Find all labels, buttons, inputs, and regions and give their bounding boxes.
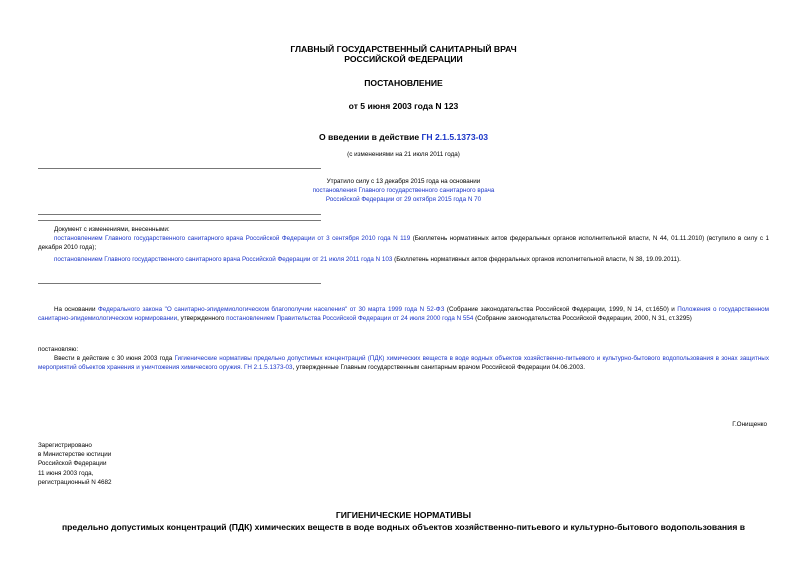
- amendment-1-link[interactable]: постановлением Главного государственного санитарного врача Российской Федерации от 3 сентября 2010 года N 119: [54, 235, 411, 242]
- decree-text-2: , утвержденные Главным государственным санитарным врачом Российской Федерации 04.06.2003.: [292, 363, 586, 371]
- expired-link-line-1[interactable]: постановления Главного государственного санитарного врача: [312, 187, 495, 194]
- amendment-1-text: (Бюллетень нормативных актов федеральных органов исполнительной власти, N 44, 01.11.2010) (вступило в силу с 1 декабря 2010 года);: [38, 235, 769, 251]
- government-decree-link[interactable]: постановлением Правительства Российской Федерации от 24 июля 2000 года N 554: [226, 314, 474, 322]
- divider-3: [38, 220, 321, 221]
- title-prefix: О введении в действие: [318, 132, 422, 142]
- expired-link-line-2[interactable]: Российской Федерации от 29 октября 2015 года N 70: [325, 196, 482, 203]
- signature: Г.Онищенко: [732, 421, 767, 428]
- document-title: [0, 132, 807, 142]
- decree-text-1: Ввести в действие с 30 июня 2003 года: [54, 355, 175, 362]
- registration-line-2: в Министерстве юстиции: [38, 451, 112, 459]
- divider-4: [38, 283, 321, 284]
- changes-note: (с изменениями на 21 июля 2011 года): [347, 151, 460, 158]
- registration-line-4: 11 июня 2003 года,: [38, 469, 94, 477]
- norms-heading: ГИГИЕНИЧЕСКИЕ НОРМАТИВЫ: [335, 510, 472, 520]
- norms-subheading: предельно допустимых концентраций (ПДК) химических веществ в воде водных объектов хозяйственно-питьевого и культурно-бытового водопользования в: [61, 522, 746, 532]
- divider-2: [38, 214, 321, 215]
- divider-1: [38, 168, 321, 169]
- regulation-link[interactable]: Положения о государственном санитарно-эпидемиологическом нормировании: [38, 306, 769, 322]
- amendment-item-2: [38, 256, 769, 265]
- document-date: от 5 июня 2003 года N 123: [348, 101, 459, 111]
- decree-paragraph: [38, 355, 769, 372]
- amendment-2-text: (Бюллетень нормативных актов федеральных органов исполнительной власти, N 38, 19.09.2011).: [392, 256, 681, 263]
- registration-block: [38, 441, 112, 487]
- title-standard-link[interactable]: ГН 2.1.5.1373-03: [421, 132, 489, 142]
- basis-text-2: (Собрание законодательства Российской Федерации, 1999, N 14, ст.1650) и: [444, 306, 678, 313]
- expired-line: Утратило силу с 13 декабря 2015 года на основании: [326, 178, 481, 185]
- basis-text-4: (Собрание законодательства Российской Федерации, 2000, N 31, ст.3295): [473, 314, 692, 322]
- basis-text-3: , утвержденного: [177, 314, 227, 322]
- amendments-intro: Документ с изменениями, внесенными:: [54, 226, 170, 233]
- issuer-line-1: ГЛАВНЫЙ ГОСУДАРСТВЕННЫЙ САНИТАРНЫЙ ВРАЧ: [290, 44, 517, 54]
- norms-link[interactable]: Гигиенические нормативы предельно допустимых концентраций (ПДК) химических веществ в воде водных объектов хозяйственно-питьевого и культурно-бытового водопользования в зонах защитных мероприятий объектов хранения и уничтожения химического оружия. ГН 2.1.5.1373-03: [38, 355, 769, 371]
- registration-line-5: регистрационный N 4682: [38, 478, 112, 486]
- basis-paragraph: [38, 306, 769, 323]
- basis-text-1: На основании: [54, 306, 98, 313]
- federal-law-link[interactable]: Федерального закона "О санитарно-эпидемиологическом благополучии населения" от 30 марта 1999 года N 52-ФЗ: [97, 306, 445, 313]
- issuer-line-2: РОССИЙСКОЙ ФЕДЕРАЦИИ: [344, 54, 463, 64]
- decree-label: постановляю:: [38, 346, 79, 353]
- registration-line-3: Российской Федерации: [38, 460, 107, 468]
- registration-line-1: Зарегистрировано: [38, 442, 92, 449]
- amendment-2-link[interactable]: постановлением Главного государственного санитарного врача Российской Федерации от 21 июля 2011 года N 103: [54, 256, 393, 263]
- document-type: ПОСТАНОВЛЕНИЕ: [364, 78, 443, 88]
- amendment-item-1: [38, 235, 769, 252]
